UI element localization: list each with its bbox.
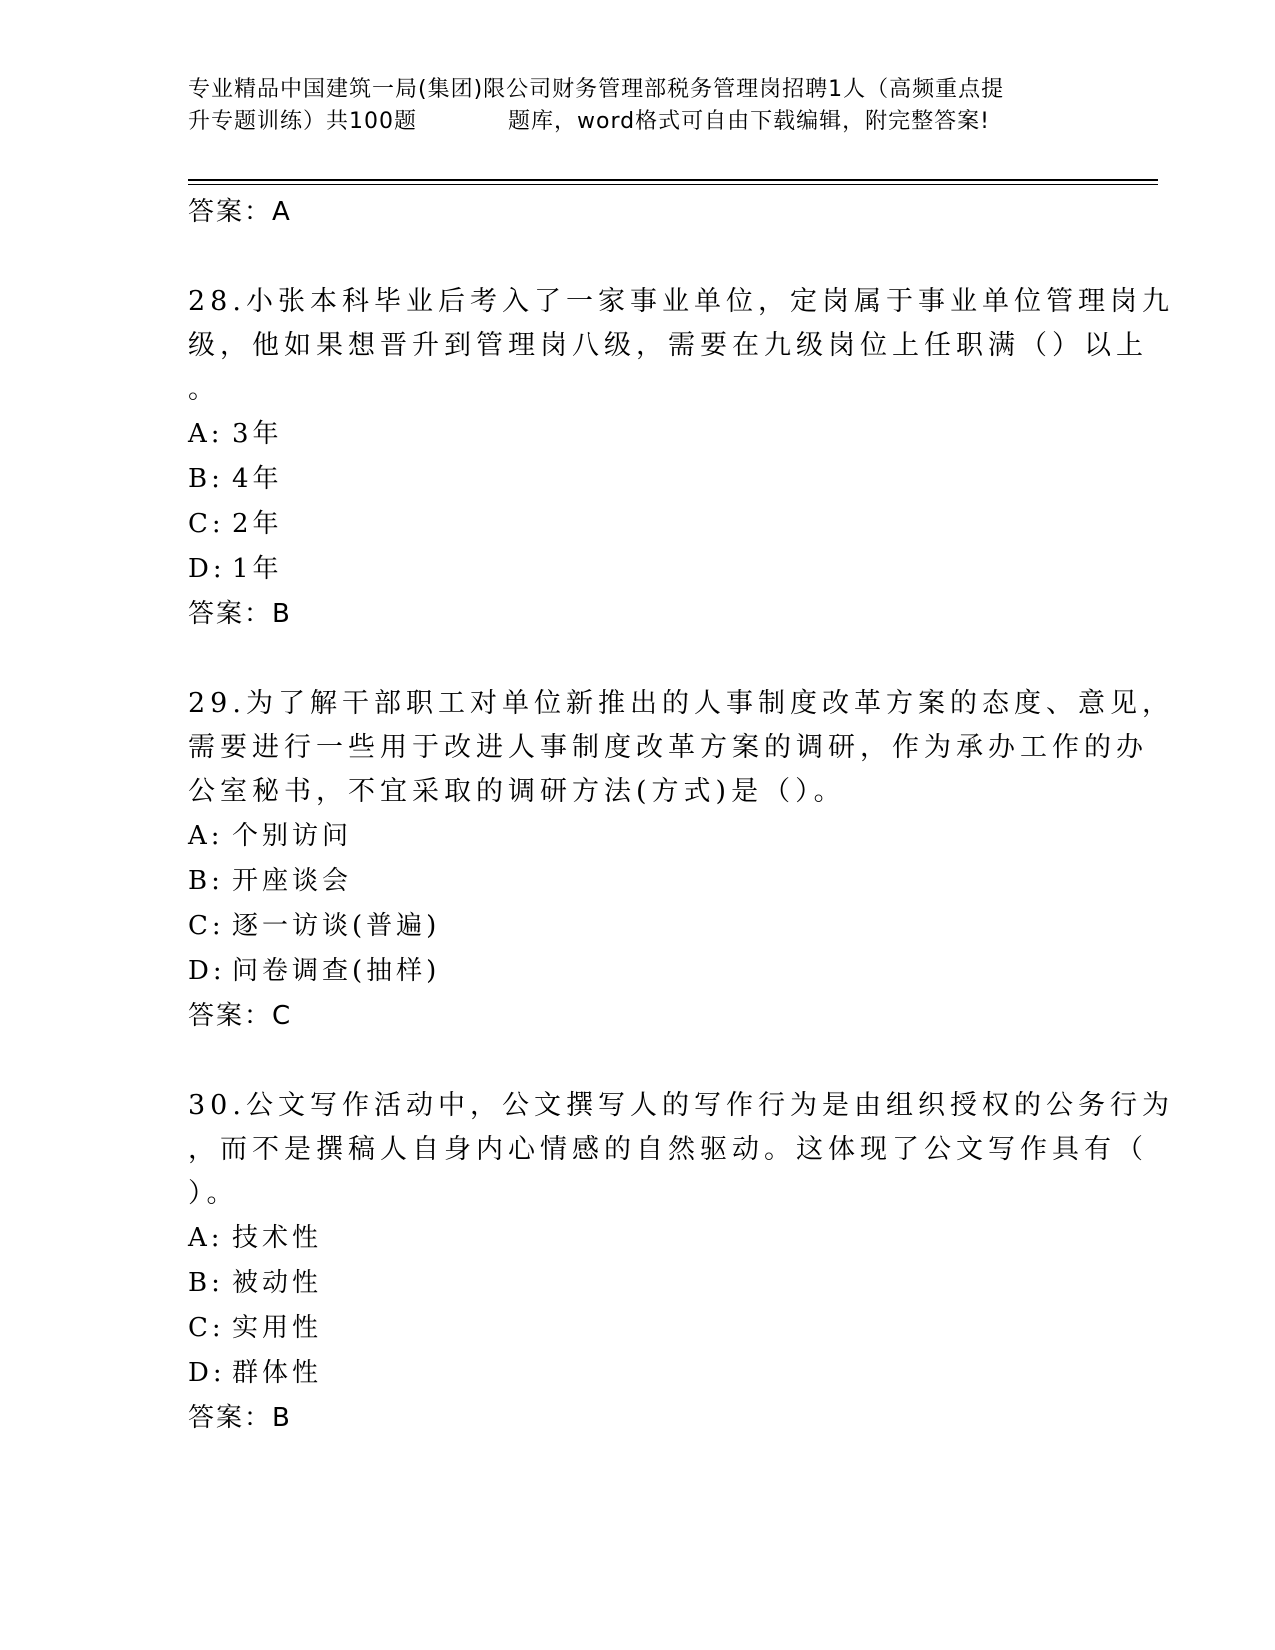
question-line: 需要进行一些用于改进人事制度改革方案的调研，作为承办工作的办 bbox=[188, 732, 1148, 763]
option-a bbox=[188, 412, 1088, 457]
option-d bbox=[188, 1351, 1088, 1396]
option-d bbox=[188, 949, 1088, 994]
option-b bbox=[188, 457, 1088, 502]
option-text: 技术性 bbox=[232, 1223, 323, 1253]
header-text-2b: 题库，word格式可自由下载编辑，附完整答案! bbox=[508, 109, 990, 134]
spacer bbox=[188, 234, 1088, 280]
header-line-1 bbox=[188, 74, 1088, 106]
question-text-29 bbox=[188, 682, 1174, 814]
option-text: 被动性 bbox=[232, 1268, 323, 1298]
option-label: B: bbox=[188, 464, 224, 494]
option-label: D: bbox=[188, 554, 226, 584]
answer-29: 答案：C bbox=[188, 1001, 293, 1031]
header-text-1: 专业精品中国建筑一局(集团)限公司财务管理部税务管理岗招聘1人（高频重点提 bbox=[188, 77, 1005, 102]
option-label: D: bbox=[188, 956, 226, 986]
option-label: C: bbox=[188, 911, 225, 941]
option-label: B: bbox=[188, 1268, 224, 1298]
answer-30: 答案：B bbox=[188, 1403, 292, 1433]
question-line: 30.公文写作活动中，公文撰写人的写作行为是由组织授权的公务行为 bbox=[188, 1090, 1174, 1121]
option-b bbox=[188, 859, 1088, 904]
page-header bbox=[188, 74, 1088, 138]
option-b bbox=[188, 1261, 1088, 1306]
spacer bbox=[188, 636, 1088, 682]
question-line: 公室秘书，不宜采取的调研方法(方式)是（）。 bbox=[188, 776, 846, 807]
question-text-28 bbox=[188, 280, 1174, 412]
question-line: 级，他如果想晋升到管理岗八级，需要在九级岗位上任职满（）以上 bbox=[188, 330, 1148, 361]
option-label: C: bbox=[188, 1313, 225, 1343]
spacer bbox=[188, 1038, 1088, 1084]
question-block-30 bbox=[188, 1084, 1174, 1440]
option-text: 4年 bbox=[232, 464, 283, 494]
answer-28: 答案：B bbox=[188, 599, 292, 629]
option-c bbox=[188, 502, 1088, 547]
option-label: B: bbox=[188, 866, 224, 896]
option-text: 1年 bbox=[232, 554, 283, 584]
option-d bbox=[188, 547, 1088, 592]
question-line: ，而不是撰稿人自身内心情感的自然驱动。这体现了公文写作具有（ bbox=[188, 1134, 1148, 1165]
question-line: 28.小张本科毕业后考入了一家事业单位，定岗属于事业单位管理岗九 bbox=[188, 286, 1174, 317]
option-text: 2年 bbox=[232, 509, 283, 539]
option-label: C: bbox=[188, 509, 225, 539]
question-line: 29.为了解干部职工对单位新推出的人事制度改革方案的态度、意见， bbox=[188, 688, 1174, 719]
previous-answer: 答案：A bbox=[188, 197, 292, 227]
option-c bbox=[188, 1306, 1088, 1351]
option-c bbox=[188, 904, 1088, 949]
option-text: 实用性 bbox=[232, 1313, 323, 1343]
question-block-28 bbox=[188, 280, 1174, 682]
question-line: ）。 bbox=[188, 1178, 239, 1209]
header-rule-thick bbox=[188, 179, 1158, 181]
option-label: A: bbox=[188, 1223, 224, 1253]
option-text: 问卷调查(抽样) bbox=[232, 956, 441, 986]
question-content bbox=[188, 190, 1174, 1440]
header-text-2a: 升专题训练）共100题 bbox=[188, 109, 417, 134]
question-text-30 bbox=[188, 1084, 1174, 1216]
question-block-29 bbox=[188, 682, 1174, 1084]
option-a bbox=[188, 1216, 1088, 1261]
option-text: 个别访问 bbox=[232, 821, 353, 851]
header-line-2 bbox=[188, 106, 1088, 138]
option-text: 开座谈会 bbox=[232, 866, 353, 896]
option-label: A: bbox=[188, 821, 224, 851]
header-rule-thin bbox=[188, 184, 1158, 185]
question-line: 。 bbox=[188, 374, 220, 405]
option-label: D: bbox=[188, 1358, 226, 1388]
option-label: A: bbox=[188, 419, 224, 449]
option-text: 逐一访谈(普遍) bbox=[232, 911, 441, 941]
option-a bbox=[188, 814, 1088, 859]
option-text: 群体性 bbox=[232, 1358, 323, 1388]
option-text: 3年 bbox=[232, 419, 283, 449]
